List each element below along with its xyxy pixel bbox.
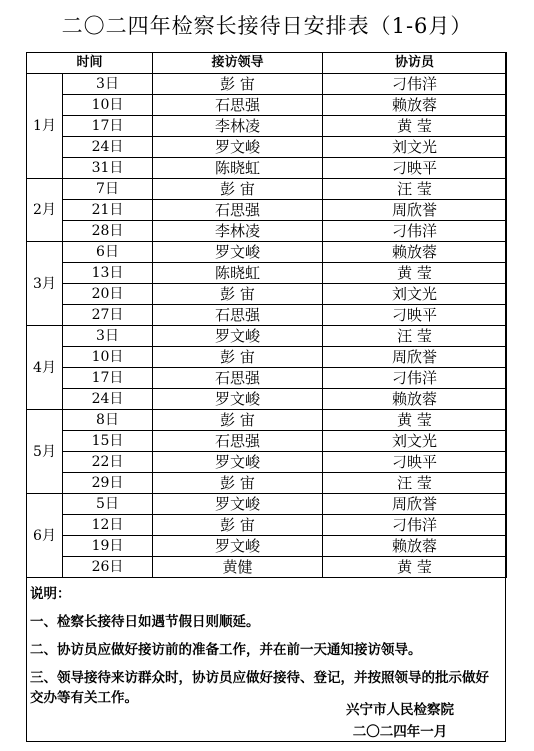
- day-cell: 5日: [63, 494, 153, 515]
- day-cell: 10日: [63, 347, 153, 368]
- leader-cell: 彭 宙: [153, 179, 323, 200]
- day-cell: 3日: [63, 74, 153, 95]
- header-time: 时间: [27, 53, 153, 74]
- schedule-table: [26, 52, 507, 578]
- assistant-cell: 赖放蓉: [323, 389, 507, 410]
- header-leader: 接访领导: [153, 53, 323, 74]
- assistant-cell: 刁映平: [323, 158, 507, 179]
- day-cell: 3日: [63, 326, 153, 347]
- assistant-cell: 赖放蓉: [323, 536, 507, 557]
- table-row: [27, 158, 507, 179]
- table-header-row: [27, 53, 507, 74]
- table-row: [27, 515, 507, 536]
- table-row: [27, 368, 507, 389]
- table-row: [27, 557, 507, 578]
- leader-cell: 石思强: [153, 368, 323, 389]
- leader-cell: 李林凌: [153, 221, 323, 242]
- table-row: [27, 389, 507, 410]
- day-cell: 24日: [63, 137, 153, 158]
- month-cell: 2月: [27, 179, 63, 242]
- table-row: [27, 494, 507, 515]
- table-row: [27, 221, 507, 242]
- assistant-cell: 周欣誉: [323, 347, 507, 368]
- assistant-cell: 黄 莹: [323, 263, 507, 284]
- table-row: [27, 242, 507, 263]
- leader-cell: 罗文峻: [153, 137, 323, 158]
- day-cell: 13日: [63, 263, 153, 284]
- assistant-cell: 刘文光: [323, 137, 507, 158]
- assistant-cell: 汪 莹: [323, 179, 507, 200]
- leader-cell: 石思强: [153, 305, 323, 326]
- notes-label: 说明：: [30, 586, 71, 602]
- day-cell: 26日: [63, 557, 153, 578]
- table-row: [27, 179, 507, 200]
- day-cell: 21日: [63, 200, 153, 221]
- assistant-cell: 周欣誉: [323, 200, 507, 221]
- note-item: 二、协访员应做好接访前的准备工作，并在前一天通知接访领导。: [30, 642, 422, 658]
- leader-cell: 黄健: [153, 557, 323, 578]
- assistant-cell: 赖放蓉: [323, 242, 507, 263]
- leader-cell: 罗文峻: [153, 242, 323, 263]
- month-cell: 1月: [27, 74, 63, 179]
- month-cell: 5月: [27, 410, 63, 494]
- day-cell: 17日: [63, 116, 153, 137]
- signature-org: 兴宁市人民检察院: [346, 702, 454, 718]
- assistant-cell: 刁伟洋: [323, 515, 507, 536]
- notes-section: [30, 584, 500, 716]
- day-cell: 12日: [63, 515, 153, 536]
- table-row: [27, 284, 507, 305]
- leader-cell: 石思强: [153, 431, 323, 452]
- table-row: [27, 452, 507, 473]
- table-row: [27, 473, 507, 494]
- assistant-cell: 黄 莹: [323, 410, 507, 431]
- table-row: [27, 95, 507, 116]
- day-cell: 29日: [63, 473, 153, 494]
- assistant-cell: 刁映平: [323, 305, 507, 326]
- leader-cell: 彭 宙: [153, 74, 323, 95]
- month-cell: 6月: [27, 494, 63, 578]
- leader-cell: 陈晓虹: [153, 263, 323, 284]
- leader-cell: 李林凌: [153, 116, 323, 137]
- leader-cell: 彭 宙: [153, 473, 323, 494]
- table-row: [27, 74, 507, 95]
- day-cell: 7日: [63, 179, 153, 200]
- month-cell: 3月: [27, 242, 63, 326]
- assistant-cell: 赖放蓉: [323, 95, 507, 116]
- day-cell: 27日: [63, 305, 153, 326]
- day-cell: 31日: [63, 158, 153, 179]
- assistant-cell: 黄 莹: [323, 116, 507, 137]
- leader-cell: 罗文峻: [153, 536, 323, 557]
- day-cell: 24日: [63, 389, 153, 410]
- assistant-cell: 刁伟洋: [323, 74, 507, 95]
- assistant-cell: 周欣誉: [323, 494, 507, 515]
- assistant-cell: 汪 莹: [323, 473, 507, 494]
- signature-date: 二〇二四年一月: [352, 724, 448, 740]
- assistant-cell: 刁映平: [323, 452, 507, 473]
- table-row: [27, 305, 507, 326]
- assistant-cell: 刘文光: [323, 284, 507, 305]
- day-cell: 20日: [63, 284, 153, 305]
- day-cell: 8日: [63, 410, 153, 431]
- leader-cell: 彭 宙: [153, 410, 323, 431]
- table-row: [27, 326, 507, 347]
- leader-cell: 罗文峻: [153, 326, 323, 347]
- day-cell: 28日: [63, 221, 153, 242]
- note-item: 一、检察长接待日如遇节假日则顺延。: [30, 614, 260, 630]
- page-title: 二〇二四年检察长接待日安排表（1-6月）: [61, 14, 473, 38]
- day-cell: 6日: [63, 242, 153, 263]
- day-cell: 10日: [63, 95, 153, 116]
- leader-cell: 陈晓虹: [153, 158, 323, 179]
- leader-cell: 罗文峻: [153, 452, 323, 473]
- assistant-cell: 刘文光: [323, 431, 507, 452]
- leader-cell: 彭 宙: [153, 347, 323, 368]
- table-row: [27, 137, 507, 158]
- note-item: 三、领导接待来访群众时，协访员应做好接待、登记，并按照领导的批示做好交办等有关工作。: [30, 670, 489, 706]
- month-cell: 4月: [27, 326, 63, 410]
- leader-cell: 石思强: [153, 200, 323, 221]
- assistant-cell: 刁伟洋: [323, 368, 507, 389]
- leader-cell: 彭 宙: [153, 515, 323, 536]
- header-assistant: 协访员: [323, 53, 507, 74]
- table-row: [27, 410, 507, 431]
- schedule-body: [27, 74, 507, 578]
- assistant-cell: 刁伟洋: [323, 221, 507, 242]
- table-row: [27, 263, 507, 284]
- day-cell: 15日: [63, 431, 153, 452]
- day-cell: 22日: [63, 452, 153, 473]
- table-row: [27, 536, 507, 557]
- day-cell: 17日: [63, 368, 153, 389]
- table-row: [27, 347, 507, 368]
- assistant-cell: 汪 莹: [323, 326, 507, 347]
- table-row: [27, 116, 507, 137]
- assistant-cell: 黄 莹: [323, 557, 507, 578]
- leader-cell: 罗文峻: [153, 389, 323, 410]
- day-cell: 19日: [63, 536, 153, 557]
- leader-cell: 罗文峻: [153, 494, 323, 515]
- leader-cell: 石思强: [153, 95, 323, 116]
- table-row: [27, 200, 507, 221]
- leader-cell: 彭 宙: [153, 284, 323, 305]
- table-row: [27, 431, 507, 452]
